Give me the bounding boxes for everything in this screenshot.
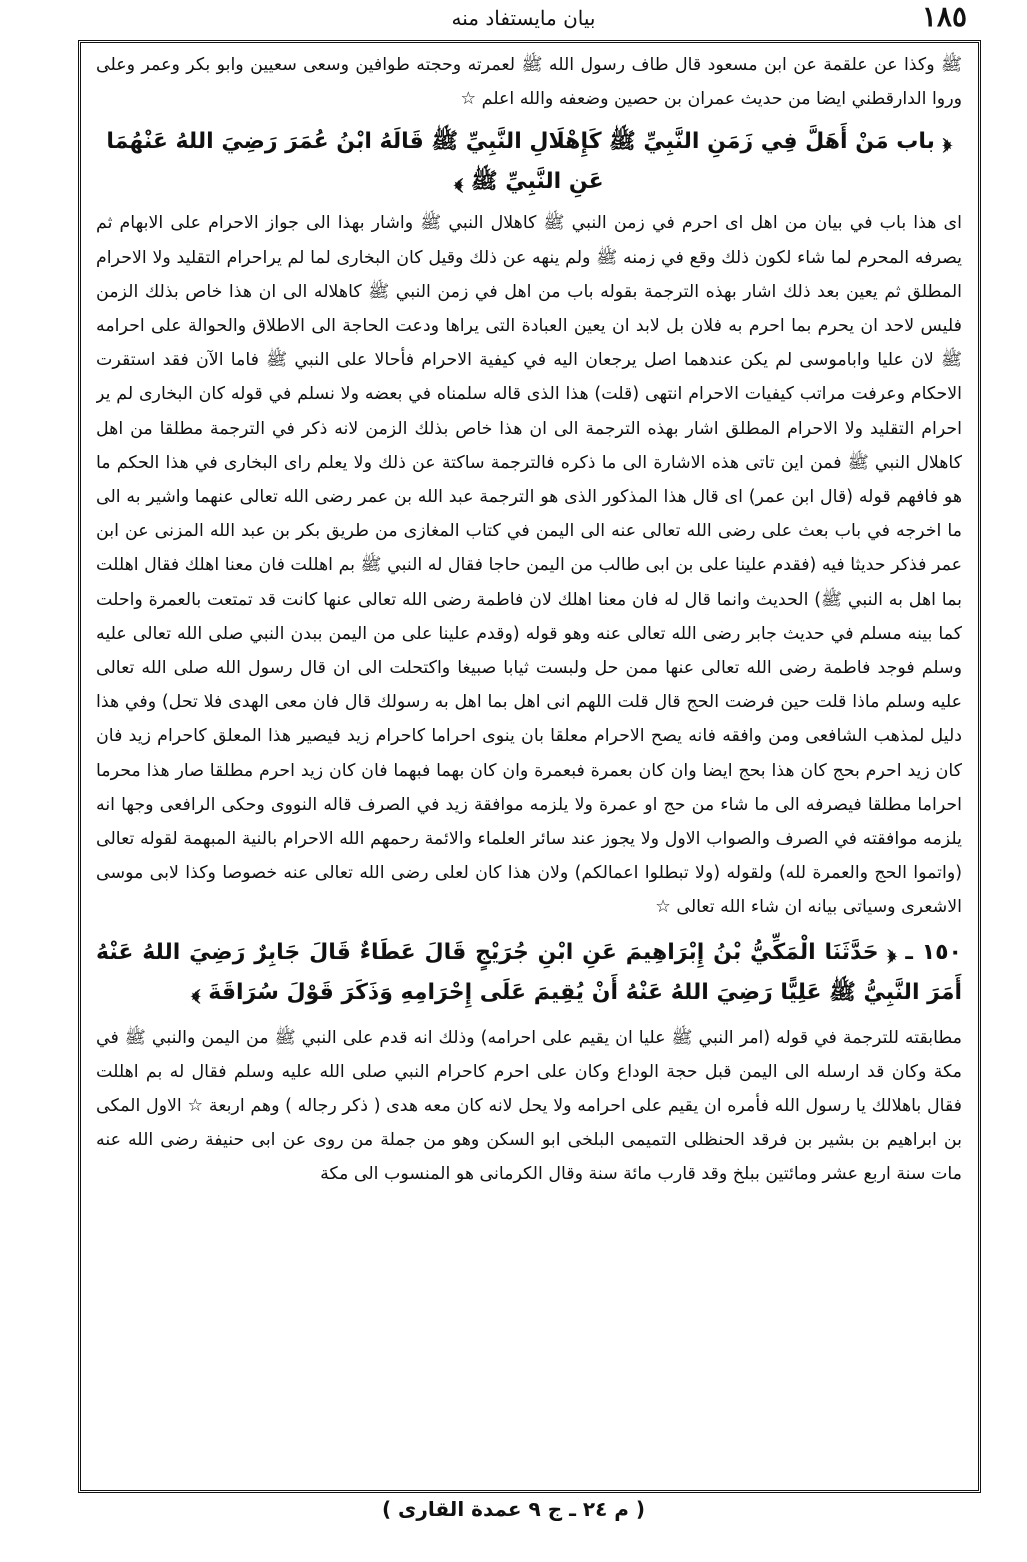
page-header — [80, 0, 967, 42]
chapter-heading: ﴿ باب مَنْ أَهَلَّ فِي زَمَنِ النَّبِيِّ ﷺ كَإِهْلَالِ النَّبِيِّ ﷺ قَالَهُ ابْنُ عُمَرَ رَضِيَ اللهُ عَنْهُمَا عَنِ النَّبِيِّ ﷺ ﴾ — [106, 129, 952, 195]
page-footer: ( م ٢٤ ـ ج ٩ عمدة القارى ) — [381, 1497, 646, 1521]
commentary-paragraph: اى هذا باب في بيان من اهل اى احرم في زمن النبي ﷺ كاهلال النبي ﷺ واشار بهذا الى جواز الاحرام على الابهام ثم يصرفه المحرم لما شاء لكون ذلك وقع في زمنه ﷺ ولم ينهه عن ذلك وقيل كان البخارى لما لم يراحرام التقليد ولا الاحرام المطلق ثم يعين بعد ذلك اشار بهذه الترجمة بقوله باب من اهل في زمن النبي ﷺ كاهلاله الى ان هذا خاص بذلك الزمن فليس لاحد ان يحرم بما احرم به فلان بل لابد ان يعين العبادة التى يراها ودعت الحاجة الى الاطلاق والحوالة على احرامه ﷺ لان عليا واباموسى لم يكن عندهما اصل يرجعان اليه في كيفية الاحرام فأحالا على النبي ﷺ فاما الآن فقد استقرت الاحكام وعرفت مراتب كيفيات الاحرام انتهى (قلت) هذا الذى قاله سلمناه في بعضه ولا نسلم في قوله كان البخارى لم ير احرام التقليد ولا الاحرام المطلق اشار بهذه الترجمة الى ان هذا خاص بذلك الزمن لانه ذكر في الترجمة مطلقا من اهل كاهلال النبي ﷺ فمن اين تاتى هذه الاشارة الى ما ذكره فالترجمة ساكتة عن ذلك ولا يعلم راى البخارى في هذا الحكم ما هو فافهم قوله (قال ابن عمر) اى قال هذا المذكور الذى هو الترجمة عبد الله بن عمر رضى الله تعالى عنهما واشير به الى ما اخرجه في باب بعث على رضى الله تعالى عنه الى اليمن في كتاب المغازى من طريق بكر بن عبد الله المزنى عن ابن عمر فذكر حديثا فيه (فقدم علينا على بن ابى طالب من اليمن حاجا فقال له النبي ﷺ بم اهللت فان معنا اهلك فقال اهللت بما اهل به النبي ﷺ) الحديث وانما قال له فان معنا اهلك لان فاطمة رضى الله تعالى عنها كانت قد تمتعت بالعمرة واحلت كما بينه مسلم في حديث جابر رضى الله تعالى عنه وهو قوله (وقدم علينا على من اليمن ببدن النبي صلى الله تعالى عليه وسلم فوجد فاطمة رضى الله تعالى عنها ممن حل ولبست ثيابا صبيغا واكتحلت الى ان قال رسول الله صلى الله تعالى عليه وسلم ماذا قلت حين فرضت الحج قال قلت اللهم انى اهل بما اهل به رسولك قال فان معى الهدى فلا تحل) وفي هذا دليل لمذهب الشافعى ومن وافقه فانه يصح الاحرام معلقا بان ينوى احراما كاحرام زيد فيصير هذا المعلق كاحرام زيد فان كان زيد احرم بحج كان هذا بحج ايضا وان كان بعمرة فبعمرة وان كان بهما فبهما فان كان زيد احرم مطلقا صار هذا محرما احراما مطلقا فيصرفه الى ما شاء من حج او عمرة ولا يلزمه موافقة زيد في الصرف قاله النووى وحكى الرافعى وجها انه يلزمه موافقته في الصرف والصواب الاول ولا يجوز عند سائر العلماء والائمة رحمهم الله الاحرام بالنية المبهمة لقوله تعالى (واتموا الحج والعمرة لله) ولقوله (ولا تبطلوا اعمالكم) ولان هذا كان لعلى رضى الله تعالى عنه خصوصا وكذا لابى موسى الاشعرى وسياتى بيانه ان شاء الله تعالى ☆ — [96, 213, 962, 918]
opening-paragraph: ﷺ وكذا عن علقمة عن ابن مسعود قال طاف رسول الله ﷺ لعمرته وحجته طوافين وسعى سعيين وابو بكر وعمر وعلى وروا الدارقطني ايضا من حديث عمران بن حصين وضعفه والله اعلم ☆ — [96, 55, 962, 110]
hadith-text: ١٥٠ ـ ﴿ حَدَّثَنَا الْمَكِّيُّ بْنُ إِبْرَاهِيمَ عَنِ ابْنِ جُرَيْجٍ قَالَ عَطَاءٌ قَالَ جَابِرٌ رَضِيَ اللهُ عَنْهُ أَمَرَ النَّبِيُّ ﷺ عَلِيًّا رَضِيَ اللهُ عَنْهُ أَنْ يُقِيمَ عَلَى إِحْرَامِهِ وَذَكَرَ قَوْلَ سُرَاقَةَ ﴾ — [96, 939, 962, 1005]
hadith-commentary: مطابقته للترجمة في قوله (امر النبي ﷺ عليا ان يقيم على احرامه) وذلك انه قدم على النبي ﷺ من اليمن والنبي ﷺ في مكة وكان قد ارسله الى اليمن قبل حجة الوداع وكان على احرم كاحرام النبي صلى الله عليه وسلم فقال له بم اهللت فقال باهلالك يا رسول الله فأمره ان يقيم على احرامه ولا يحل لانه كان معه هدى ( ذكر رجاله ) وهم اربعة ☆ الاول المكى بن ابراهيم بن بشير بن فرقد الحنظلى التميمى البلخى ابو السكن وهو من جملة من روى عن ابى حنيفة رضى الله عنه مات سنة اربع عشر ومائتين ببلخ وقد قارب مائة سنة وقال الكرمانى هو المنسوب الى مكة — [96, 1027, 962, 1185]
page-body — [96, 48, 962, 1488]
page-number: ١٨٥ — [921, 0, 967, 33]
running-title: بيان مايستفاد منه — [451, 6, 596, 30]
